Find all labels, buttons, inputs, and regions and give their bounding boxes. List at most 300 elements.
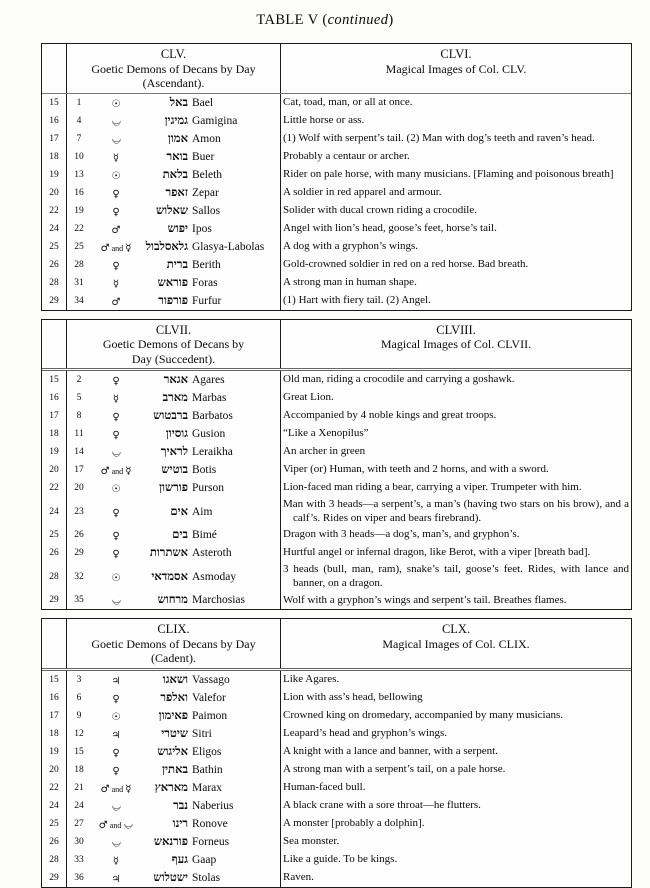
scale-row-number: 20	[42, 761, 67, 779]
table-row	[42, 689, 631, 707]
column-title-line: Goetic Demons of Decans by	[102, 337, 245, 351]
demon-hebrew-name: אגאר	[163, 374, 188, 386]
mercury-symbol-icon: ☿	[125, 242, 132, 254]
demon-cell	[67, 689, 281, 707]
planet-symbol-group	[91, 274, 141, 292]
left-column-title	[67, 320, 280, 369]
sun-symbol-icon: ☉	[111, 711, 121, 723]
magical-image-cell	[281, 220, 631, 238]
demon-cell	[67, 497, 281, 526]
magical-image-description: Leapard’s head and gryphon’s wings.	[283, 727, 448, 740]
demon-hebrew-name: ברית	[166, 258, 188, 271]
table-row	[42, 166, 631, 184]
demon-ordinal: 36	[74, 872, 84, 883]
planet-symbol-group	[91, 443, 141, 461]
demon-hebrew-name: פורפור	[158, 294, 188, 307]
and-label: and	[111, 784, 124, 794]
venus-symbol-icon: ♀	[112, 206, 120, 218]
scale-row-number: 24	[42, 220, 67, 238]
planet-symbol-group	[91, 725, 141, 743]
planet-symbol-group	[91, 292, 141, 310]
table-row	[42, 94, 631, 112]
table-row	[42, 761, 631, 779]
demon-ordinal: 14	[74, 447, 84, 457]
planet-symbol-group	[91, 130, 141, 148]
venus-symbol-icon: ♀	[112, 507, 120, 519]
demon-ordinal: 22	[74, 223, 84, 234]
demon-latin-name: Sitri	[192, 727, 212, 740]
demon-latin-name: Paimon	[192, 709, 228, 722]
table-row	[42, 562, 631, 591]
scale-row-number: 20	[42, 184, 67, 202]
magical-image-description: Sea monster.	[283, 835, 340, 848]
magical-image-cell	[281, 725, 631, 743]
column-numeral: CLVI.	[440, 47, 472, 61]
mars-symbol-icon: ♂	[111, 224, 121, 236]
table-row	[42, 833, 631, 851]
demon-ordinal: 32	[74, 571, 84, 582]
demon-hebrew-name: לראיך	[160, 446, 188, 458]
table-row	[42, 371, 631, 389]
planet-symbol-group	[91, 256, 141, 274]
demon-latin-name: Agares	[192, 374, 225, 386]
planet-symbol-group	[91, 371, 141, 389]
demon-cell	[67, 707, 281, 725]
table-row	[42, 869, 631, 887]
demon-latin-name: Ronove	[192, 817, 228, 830]
magical-image-description: Probably a centaur or archer.	[283, 149, 410, 162]
demon-cell	[67, 869, 281, 887]
magical-image-description: (1) Hart with fiery tail. (2) Angel.	[283, 293, 431, 306]
magical-image-description: Raven.	[283, 871, 314, 884]
demon-ordinal: 35	[74, 595, 84, 606]
magical-image-description: A dog with a gryphon’s wings.	[283, 239, 419, 252]
magical-image-description: (1) Wolf with serpent’s tail. (2) Man with dog’s teeth and raven’s head.	[283, 131, 595, 144]
demon-hebrew-name: בים	[172, 529, 188, 542]
magical-image-description: Little horse or ass.	[283, 113, 365, 126]
magical-image-description: Lion with ass’s head, bellowing	[283, 691, 423, 704]
mercury-symbol-icon: ☿	[112, 152, 120, 164]
mercury-symbol-icon: ☿	[125, 783, 132, 795]
table-row	[42, 797, 631, 815]
demon-hebrew-name: בלאת	[162, 168, 188, 181]
magical-image-cell	[281, 202, 631, 220]
magical-image-cell	[281, 497, 631, 526]
sun-symbol-icon: ☉	[111, 572, 121, 584]
table-row	[42, 292, 631, 310]
magical-image-description: Accompanied by 4 noble kings and great troops.	[283, 409, 497, 422]
magical-image-cell	[281, 689, 631, 707]
demon-ordinal: 30	[74, 836, 84, 847]
magical-image-description: Lion-faced man riding a bear, carrying a viper. Trumpeter with him.	[283, 481, 582, 494]
magical-image-description: 3 heads (bull, man, ram), snake’s tail, goose’s feet. Rides, with lance and banner, on a dragon.	[283, 563, 629, 589]
demon-cell	[67, 743, 281, 761]
demon-ordinal: 28	[74, 259, 84, 270]
page-title-prefix: TABLE V (	[256, 12, 328, 28]
planet-symbol-group	[91, 389, 141, 407]
demon-latin-name: Leraikha	[192, 446, 233, 458]
venus-symbol-icon: ♀	[112, 376, 120, 387]
magical-image-description: Solider with ducal crown riding a crocodile.	[283, 203, 477, 216]
demon-latin-name: Buer	[192, 150, 215, 163]
magical-image-cell	[281, 779, 631, 797]
header-left-cell	[42, 619, 281, 668]
demon-latin-name: Aim	[192, 505, 213, 518]
scale-row-number: 19	[42, 443, 67, 461]
demon-latin-name: Naberius	[192, 799, 234, 812]
magical-image-description: Man with 3 heads—a serpent’s, a man’s (having two stars on his brow), and a calf’s. Rides on viper and bears firebrand).	[283, 498, 629, 524]
demon-hebrew-name: פורשון	[159, 482, 188, 494]
scale-row-number: 24	[42, 797, 67, 815]
demon-ordinal: 21	[74, 782, 84, 793]
magical-image-description: Wolf with a gryphon’s wings and serpent’s tail. Breathes flames.	[283, 593, 567, 606]
demon-hebrew-name: באל	[169, 96, 188, 109]
scale-row-number: 25	[42, 815, 67, 833]
planet-symbol-group	[91, 148, 141, 166]
demon-hebrew-name: פורנאש	[153, 835, 188, 848]
mercury-symbol-icon: ☿	[112, 394, 120, 405]
scale-row-number: 26	[42, 833, 67, 851]
scale-row-number: 18	[42, 725, 67, 743]
demon-latin-name: Ipos	[192, 222, 212, 235]
demon-ordinal: 33	[74, 854, 84, 865]
scale-row-number: 22	[42, 202, 67, 220]
demon-ordinal: 6	[76, 692, 82, 703]
mars-symbol-icon: ♂	[100, 783, 110, 795]
demon-latin-name: Marbas	[192, 392, 227, 404]
column-title-line: Magical Images of Col. CLVII.	[380, 337, 532, 351]
venus-symbol-icon: ♀	[112, 693, 120, 705]
jupiter-symbol-icon: ♃	[111, 729, 121, 741]
magical-image-cell	[281, 562, 631, 591]
column-title-line: Goetic Demons of Decans by Day	[91, 61, 256, 76]
scale-row-number: 17	[42, 707, 67, 725]
magical-image-description: A strong man in human shape.	[283, 275, 417, 288]
demon-ordinal: 27	[74, 818, 84, 829]
page-title-suffix: )	[388, 12, 394, 28]
moon-symbol-icon: ☽	[109, 801, 123, 812]
demon-latin-name: Vassago	[192, 673, 230, 686]
scale-row-number: 28	[42, 562, 67, 591]
magical-image-cell	[281, 292, 631, 310]
column-title-line: Goetic Demons of Decans by Day	[91, 636, 256, 651]
scale-row-number: 18	[42, 148, 67, 166]
table-body	[42, 671, 631, 887]
venus-symbol-icon: ♀	[112, 260, 120, 272]
planet-symbol-group	[91, 707, 141, 725]
demon-hebrew-name: זאפר	[165, 186, 188, 199]
magical-image-cell	[281, 130, 631, 148]
scale-row-number: 19	[42, 166, 67, 184]
demon-latin-name: Gusion	[192, 428, 226, 440]
demon-cell	[67, 562, 281, 591]
magical-image-cell	[281, 274, 631, 292]
magical-image-description: Angel with lion’s head, goose’s feet, horse’s tail.	[283, 221, 497, 234]
demon-hebrew-name: פוראש	[157, 276, 188, 289]
demon-latin-name: Bael	[192, 96, 214, 109]
demon-cell	[67, 238, 281, 256]
demon-cell	[67, 256, 281, 274]
table-row	[42, 274, 631, 292]
magical-image-cell	[281, 425, 631, 443]
table-row	[42, 815, 631, 833]
demon-latin-name: Barbatos	[192, 410, 233, 422]
scale-row-number: 22	[42, 779, 67, 797]
magical-image-cell	[281, 443, 631, 461]
demon-hebrew-name: אשתרות	[149, 547, 188, 560]
magical-image-description: A monster [probably a dolphin].	[283, 817, 425, 830]
magical-image-cell	[281, 671, 631, 689]
demon-ordinal: 10	[74, 151, 84, 162]
demon-hebrew-name: גמיגין	[164, 114, 188, 127]
table-row	[42, 407, 631, 425]
column-numeral: CLX.	[441, 622, 471, 637]
magical-image-cell	[281, 851, 631, 869]
demon-latin-name: Amon	[192, 132, 221, 145]
scale-row-number: 18	[42, 425, 67, 443]
demon-ordinal: 13	[74, 169, 84, 180]
magical-image-cell	[281, 815, 631, 833]
table-body	[42, 371, 631, 609]
demon-hebrew-name: שאלוש	[156, 204, 188, 217]
venus-symbol-icon: ♀	[112, 747, 120, 759]
demon-cell	[67, 761, 281, 779]
planet-symbol-group	[91, 94, 141, 112]
magical-image-description: Human-faced bull.	[283, 781, 366, 794]
table-row	[42, 130, 631, 148]
scale-row-number: 24	[42, 497, 67, 526]
magical-image-cell	[281, 148, 631, 166]
scale-row-number: 25	[42, 526, 67, 544]
table-row	[42, 256, 631, 274]
scale-row-number: 29	[42, 591, 67, 609]
magical-image-cell	[281, 479, 631, 497]
table-header	[42, 619, 631, 671]
table-header	[42, 44, 631, 94]
table-header	[42, 320, 631, 372]
planet-symbol-group	[91, 568, 141, 586]
scale-row-number: 22	[42, 479, 67, 497]
magical-image-cell	[281, 112, 631, 130]
demon-hebrew-name: אמון	[167, 132, 188, 145]
demon-ordinal: 9	[76, 710, 82, 721]
left-column-title	[67, 619, 280, 668]
planet-symbol-group	[91, 544, 141, 562]
demon-latin-name: Berith	[192, 258, 221, 271]
table-row	[42, 779, 631, 797]
planet-symbol-group	[91, 503, 141, 521]
demon-hebrew-name: געף	[171, 853, 188, 866]
demon-cell	[67, 130, 281, 148]
demon-hebrew-name: יפוש	[167, 222, 188, 235]
demon-ordinal: 15	[74, 746, 84, 757]
scale-row-number: 26	[42, 256, 67, 274]
demon-latin-name: Bathin	[192, 763, 223, 776]
demon-cell	[67, 292, 281, 310]
scale-row-number: 15	[42, 94, 67, 112]
magical-image-cell	[281, 544, 631, 562]
planet-symbol-group	[91, 407, 141, 425]
demon-hebrew-name: ואלפר	[160, 691, 188, 704]
table-row	[42, 743, 631, 761]
column-numeral: CLV.	[160, 47, 187, 61]
demon-cell	[67, 425, 281, 443]
magical-image-cell	[281, 256, 631, 274]
demon-ordinal: 18	[74, 764, 84, 775]
table-row	[42, 671, 631, 689]
demon-latin-name: Asmoday	[192, 570, 237, 583]
scale-row-number: 28	[42, 274, 67, 292]
demon-ordinal: 26	[74, 530, 84, 541]
demon-cell	[67, 526, 281, 544]
demon-cell	[67, 815, 281, 833]
magical-image-description: Like a guide. To be kings.	[283, 853, 398, 866]
magical-image-description: A soldier in red apparel and armour.	[283, 185, 442, 198]
table-row	[42, 112, 631, 130]
demon-latin-name: Bimé	[192, 529, 217, 542]
row-number-column-header	[42, 619, 67, 668]
moon-symbol-icon: ☽	[121, 819, 135, 830]
table-clix-clx	[41, 618, 632, 888]
scale-row-number: 29	[42, 869, 67, 887]
demon-cell	[67, 94, 281, 112]
magical-image-description: Gold-crowned soldier in red on a red horse. Bad breath.	[283, 257, 529, 270]
table-row	[42, 443, 631, 461]
magical-image-cell	[281, 707, 631, 725]
demon-ordinal: 4	[76, 115, 82, 126]
magical-image-description: Like Agares.	[283, 673, 340, 686]
scale-row-number: 16	[42, 112, 67, 130]
planet-symbol-group	[91, 851, 141, 869]
demon-ordinal: 20	[74, 483, 84, 493]
demon-ordinal: 5	[76, 393, 82, 403]
demon-latin-name: Stolas	[192, 871, 221, 884]
scale-row-number: 15	[42, 371, 67, 389]
demon-ordinal: 12	[74, 728, 84, 739]
demon-cell	[67, 166, 281, 184]
demon-ordinal: 24	[74, 800, 84, 811]
mars-symbol-icon: ♂	[100, 466, 110, 477]
planet-symbol-group	[91, 238, 141, 256]
and-label: and	[111, 243, 124, 253]
scale-row-number: 20	[42, 461, 67, 479]
demon-latin-name: Asteroth	[192, 547, 232, 560]
page-title-continued: continued	[327, 12, 389, 28]
demon-hebrew-name: אסמדאי	[151, 570, 188, 583]
magical-image-description: Dragon with 3 heads—a dog’s, man’s, and gryphon’s.	[283, 528, 520, 541]
moon-symbol-icon: ☽	[109, 447, 123, 458]
magical-image-cell	[281, 389, 631, 407]
scale-row-number: 16	[42, 689, 67, 707]
demon-hebrew-name: באתין	[162, 763, 188, 776]
moon-symbol-icon: ☽	[109, 134, 123, 144]
row-number-column-header	[42, 44, 67, 93]
column-title-line: Day (Succedent).	[131, 351, 216, 366]
demon-latin-name: Eligos	[192, 745, 222, 758]
table-clvii-clviii	[41, 319, 632, 611]
sun-symbol-icon: ☉	[111, 98, 121, 110]
demon-cell	[67, 371, 281, 389]
magical-image-description: An archer in green	[283, 445, 366, 458]
demon-cell	[67, 591, 281, 609]
demon-cell	[67, 407, 281, 425]
column-numeral: CLVII.	[155, 322, 192, 337]
planet-symbol-group	[91, 671, 141, 689]
demon-ordinal: 2	[76, 375, 82, 385]
planet-symbol-group	[91, 797, 141, 815]
planet-symbol-group	[91, 689, 141, 707]
moon-symbol-icon: ☽	[109, 116, 123, 126]
demon-hebrew-name: מארב	[162, 392, 188, 404]
right-column-title	[281, 619, 631, 668]
magical-image-cell	[281, 833, 631, 851]
planet-symbol-group	[91, 591, 141, 609]
demon-hebrew-name: מרחוש	[157, 594, 188, 607]
demon-cell	[67, 851, 281, 869]
right-column-title	[281, 44, 631, 93]
venus-symbol-icon: ♀	[112, 765, 120, 777]
demon-ordinal: 31	[74, 277, 84, 288]
scale-row-number: 16	[42, 389, 67, 407]
left-column-title	[67, 44, 280, 93]
table-row	[42, 497, 631, 526]
demon-cell	[67, 202, 281, 220]
magical-image-description: A black crane with a sore throat—he flutters.	[283, 799, 481, 812]
table-row	[42, 725, 631, 743]
moon-symbol-icon: ☽	[109, 837, 123, 848]
demon-cell	[67, 184, 281, 202]
table-body	[42, 94, 631, 310]
demon-ordinal: 1	[76, 97, 82, 108]
planet-symbol-group	[91, 479, 141, 497]
demon-latin-name: Zepar	[192, 186, 219, 199]
magical-image-cell	[281, 238, 631, 256]
planet-symbol-group	[91, 743, 141, 761]
magical-image-description: A knight with a lance and banner, with a serpent.	[283, 745, 498, 758]
magical-image-description: Rider on pale horse, with many musicians. [Flaming and poisonous breath]	[283, 167, 614, 180]
demon-ordinal: 29	[74, 548, 84, 559]
scale-row-number: 25	[42, 238, 67, 256]
demon-hebrew-name: רינו	[172, 817, 188, 830]
mars-symbol-icon: ♂	[111, 296, 121, 308]
scale-row-number: 29	[42, 292, 67, 310]
magical-image-cell	[281, 371, 631, 389]
column-title-line: (Cadent).	[151, 651, 196, 666]
magical-image-cell	[281, 407, 631, 425]
mars-symbol-icon: ♂	[98, 819, 108, 831]
magical-image-cell	[281, 526, 631, 544]
demon-ordinal: 19	[74, 205, 84, 216]
column-title-line: Magical Images of Col. CLIX.	[382, 636, 530, 651]
book-page	[0, 12, 650, 885]
magical-image-cell	[281, 743, 631, 761]
demon-latin-name: Valefor	[192, 691, 226, 704]
table-row	[42, 851, 631, 869]
table-row	[42, 544, 631, 562]
magical-image-cell	[281, 797, 631, 815]
venus-symbol-icon: ♀	[112, 412, 120, 423]
demon-ordinal: 17	[74, 465, 84, 475]
demon-latin-name: Gaap	[192, 853, 217, 866]
sun-symbol-icon: ☉	[111, 170, 121, 182]
table-row	[42, 526, 631, 544]
scale-row-number: 17	[42, 130, 67, 148]
table-row	[42, 591, 631, 609]
table-row	[42, 238, 631, 256]
demon-hebrew-name: אליגוש	[157, 745, 188, 758]
demon-latin-name: Beleth	[192, 168, 223, 181]
table-row	[42, 220, 631, 238]
